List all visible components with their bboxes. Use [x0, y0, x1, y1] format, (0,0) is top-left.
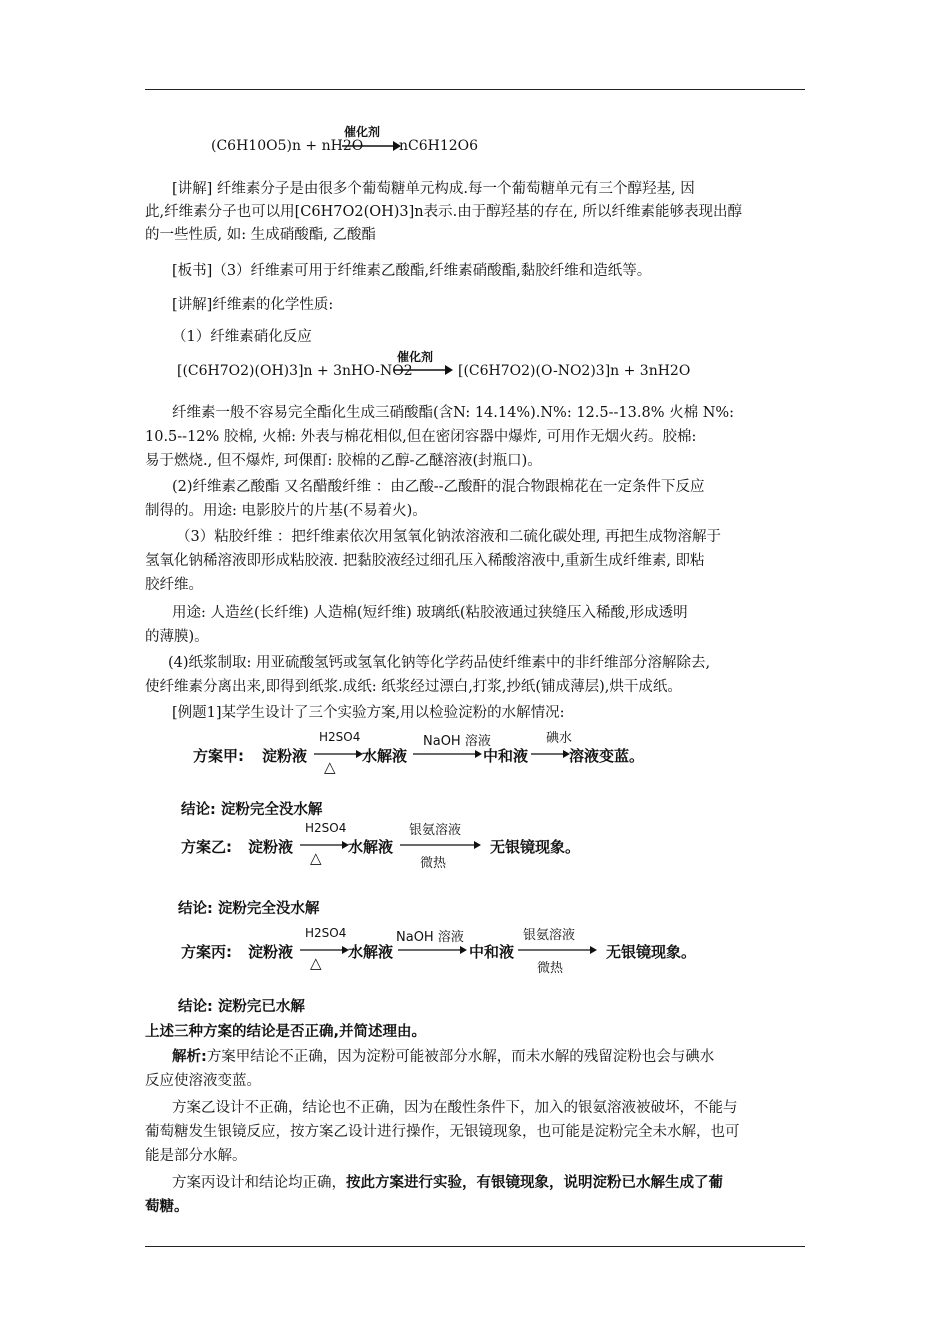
- scheme-a-arrow1-bot: △: [324, 758, 336, 776]
- scheme-b-arrow1-bot: △: [310, 849, 322, 867]
- scheme-c-s2: 水解液: [348, 943, 394, 961]
- analysis-b-l2: 葡萄糖发生银镜反应，按方案乙设计进行操作，无银镜现象，也可能是淀粉完全未水解，也可: [145, 1124, 740, 1140]
- scheme-c-name: 方案丙:: [181, 943, 232, 961]
- lecture-p1-l2: 此,纤维素分子也可以用[C6H7O2(OH)3]n表示.由于醇羟基的存在, 所以纤维素能够表现出醇: [145, 204, 742, 220]
- reaction-2-catalyst: 催化剂: [397, 350, 434, 364]
- scheme-c-arrow3-top: 银氨溶液: [523, 928, 576, 943]
- scheme-a-arrow1: [314, 748, 364, 760]
- uses-p-l2: 的薄膜)。: [145, 629, 209, 645]
- scheme-b-arrow2-top: 银氨溶液: [409, 823, 462, 838]
- reaction-2-products: [(C6H7O2)(O-NO2)3]n + 3nH2O: [458, 363, 691, 379]
- reaction-1-arrow: [341, 140, 401, 152]
- reaction-1-catalyst: 催化剂: [344, 125, 381, 139]
- scheme-a-arrow3: [531, 748, 571, 760]
- scheme-b-name: 方案乙:: [181, 838, 232, 856]
- scheme-b-conclusion: 结论: 淀粉完全没水解: [178, 901, 320, 917]
- analysis-a-l2: 反应使溶液变蓝。: [145, 1073, 261, 1089]
- scheme-c-arrow1: [300, 944, 350, 956]
- scheme-a-name: 方案甲:: [193, 747, 244, 765]
- nitration-p-l3: 易于燃烧., 但不爆炸, 珂倮酊: 胶棉的乙醇-乙醚溶液(封瓶口)。: [145, 453, 542, 469]
- scheme-a-s3: 中和液: [483, 747, 529, 765]
- scheme-c-arrow2-top: NaOH 溶液: [396, 930, 464, 945]
- analysis-b-l1: 方案乙设计不正确，结论也不正确，因为在酸性条件下，加入的银氨溶液被破坏，不能与: [172, 1100, 738, 1116]
- acetate-p-l2: 制得的。用途: 电影胶片的片基(不易着火)。: [145, 503, 427, 519]
- example-heading: [例题1]某学生设计了三个实验方案,用以检验淀粉的水解情况:: [172, 705, 565, 721]
- nitration-heading: （1）纤维素硝化反应: [172, 329, 312, 345]
- viscose-p-l2: 氢氧化钠稀溶液即形成粘胶液. 把黏胶液经过细孔压入稀酸溶液中,重新生成纤维素, 即粘: [145, 553, 705, 569]
- analysis-a-l1: 方案甲结论不正确，因为淀粉可能被部分水解，而未水解的残留淀粉也会与碘水: [206, 1049, 715, 1065]
- scheme-c-arrow3: [518, 944, 598, 956]
- scheme-a-conclusion: 结论: 淀粉完全没水解: [181, 802, 323, 818]
- scheme-c-arrow1-bot: △: [310, 954, 322, 972]
- scheme-c-s1: 淀粉液: [248, 943, 294, 961]
- scheme-a-arrow3-top: 碘水: [546, 731, 573, 746]
- blackboard-note: [板书]（3）纤维素可用于纤维素乙酸酯,纤维素硝酸酯,黏胶纤维和造纸等。: [172, 263, 652, 279]
- scheme-b-arrow1-top: H2SO4: [305, 821, 347, 835]
- scheme-a-s4: 溶液变蓝。: [569, 747, 645, 765]
- acetate-p-l1: (2)纤维素乙酸酯 又名醋酸纤维 ：由乙酸--乙酸酐的混合物跟棉花在一定条件下反应: [172, 479, 705, 495]
- analysis-c-part1: 方案丙设计和结论均正确，: [172, 1175, 346, 1191]
- scheme-b-s3: 无银镜现象。: [490, 838, 581, 856]
- lecture-chem-props: [讲解]纤维素的化学性质:: [172, 297, 334, 313]
- scheme-c-s4: 无银镜现象。: [606, 943, 697, 961]
- analysis-b-l3: 能是部分水解。: [145, 1148, 247, 1164]
- analysis-c-part2: 按此方案进行实验，有银镜现象，说明淀粉已水解生成了葡: [346, 1175, 723, 1191]
- scheme-b-arrow2: [400, 839, 482, 851]
- pulp-p-l2: 使纤维素分离出来,即得到纸浆.成纸: 纸浆经过漂白,打浆,抄纸(铺成薄层),烘干成纸。: [145, 679, 682, 695]
- scheme-a-arrow1-top: H2SO4: [319, 730, 361, 744]
- scheme-a-arrow2: [413, 748, 483, 760]
- scheme-a-arrow2-top: NaOH 溶液: [423, 734, 491, 749]
- scheme-b-s2: 水解液: [348, 838, 394, 856]
- scheme-b-s1: 淀粉液: [248, 838, 294, 856]
- scheme-c-arrow2: [398, 944, 468, 956]
- scheme-c-conclusion: 结论: 淀粉完已水解: [178, 999, 305, 1015]
- reaction-1-products: nC6H12O6: [399, 138, 479, 154]
- viscose-p-l3: 胶纤维。: [145, 577, 203, 593]
- scheme-c-arrow3-bot: 微热: [537, 961, 564, 976]
- top-rule: [145, 89, 805, 90]
- analysis-l1: [172, 1046, 714, 1068]
- lecture-p1-l1: [讲解] 纤维素分子是由很多个葡萄糖单元构成.每一个葡萄糖单元有三个醇羟基, 因: [172, 181, 695, 197]
- nitration-p-l2: 10.5--12% 胶棉, 火棉: 外表与棉花相似,但在密闭容器中爆炸, 可用作无烟火药。胶棉:: [145, 429, 697, 445]
- scheme-c-arrow1-top: H2SO4: [305, 926, 347, 940]
- lecture-p1-l3: 的一些性质, 如: 生成硝酸酯, 乙酸酯: [145, 227, 376, 243]
- scheme-a-s1: 淀粉液: [262, 747, 308, 765]
- pulp-p-l1: (4)纸浆制取: 用亚硫酸氢钙或氢氧化钠等化学药品使纤维素中的非纤维部分溶解除去,: [168, 655, 711, 671]
- analysis-c-l1: [172, 1172, 723, 1194]
- bottom-rule: [145, 1246, 805, 1247]
- scheme-a-s2: 水解液: [362, 747, 408, 765]
- uses-p-l1: 用途: 人造丝(长纤维) 人造棉(短纤维) 玻璃纸(粘胶液通过狭缝压入稀酸,形成透明: [172, 605, 688, 621]
- viscose-p-l1: （3）粘胶纤维 ：把纤维素依次用氢氧化钠浓溶液和二硫化碳处理, 再把生成物溶解于: [176, 529, 722, 545]
- analysis-c-l2: 萄糖。: [145, 1199, 189, 1215]
- analysis-label: 解析:: [172, 1049, 207, 1065]
- question: 上述三种方案的结论是否正确,并简述理由。: [145, 1024, 427, 1040]
- scheme-c-s3: 中和液: [469, 943, 515, 961]
- nitration-p-l1: 纤维素一般不容易完全酯化生成三硝酸酯(含N: 14.14%).N%: 12.5--13.8% 火棉 N%:: [172, 405, 735, 421]
- scheme-b-arrow2-bot: 微热: [420, 856, 447, 871]
- reaction-1-reactants: (C6H10O5)n + nH2O: [211, 138, 364, 154]
- scheme-b-arrow1: [300, 839, 350, 851]
- reaction-2-arrow: [393, 364, 453, 376]
- reaction-2-reactants: [(C6H7O2)(OH)3]n + 3nHO-NO2: [177, 363, 413, 379]
